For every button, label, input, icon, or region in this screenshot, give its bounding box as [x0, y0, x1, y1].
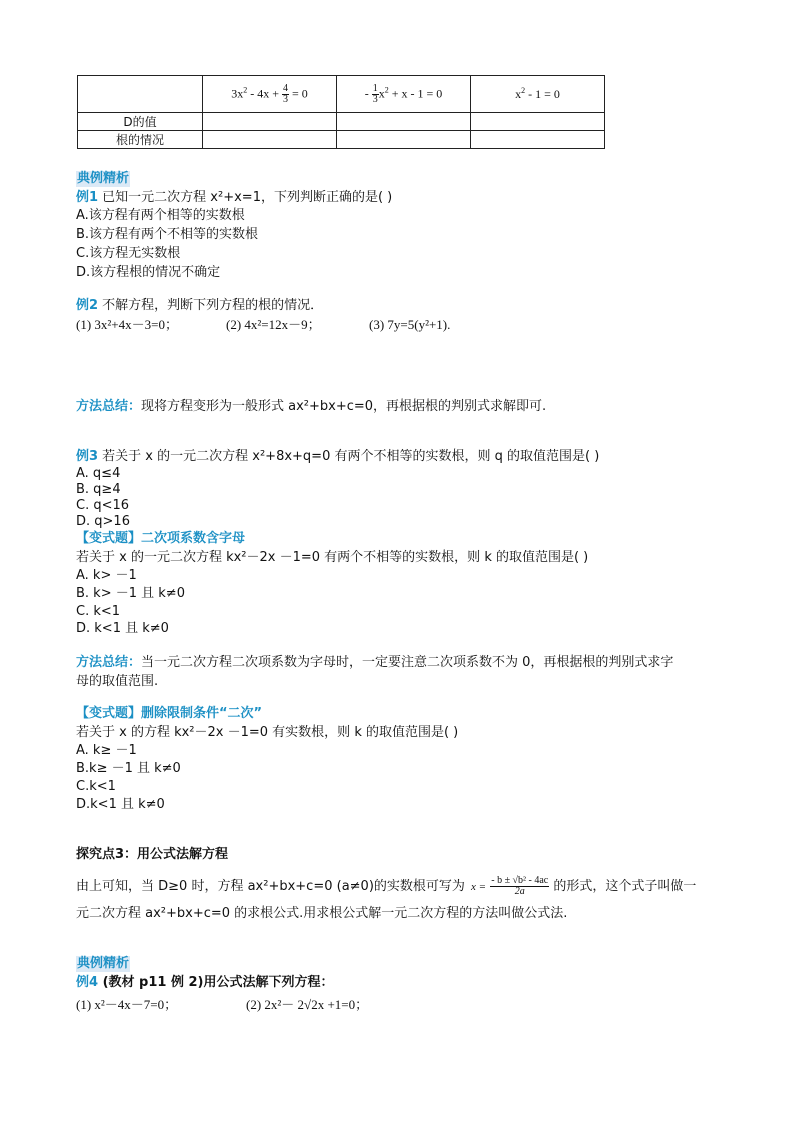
- variant-text: 若关于 x 的一元二次方程 kx²－2x －1=0 有两个不相等的实数根，则 k 的取值范围是( ): [76, 550, 589, 565]
- example-label: 例3: [76, 449, 99, 464]
- option: B.该方程有两个不相等的实数根: [76, 227, 259, 242]
- table-row-label-roots: 根的情况: [78, 131, 203, 149]
- table-cell: [337, 113, 471, 131]
- formula-paragraph-line1: [76, 876, 696, 897]
- section-heading: 探究点3：用公式法解方程: [76, 847, 229, 862]
- formula-numerator: - b ± √b² - 4ac: [491, 875, 549, 886]
- example-text: 已知一元二次方程 x²+x=1，下列判断正确的是( ): [98, 190, 393, 205]
- example-label: 例4: [76, 975, 99, 990]
- sub-question: (2) 2x²－ 2√2x +1=0；: [246, 997, 369, 1012]
- table-cell: [471, 131, 605, 149]
- example-4: [76, 974, 333, 991]
- option: C. k<1: [76, 604, 121, 619]
- option: B. q≥4: [76, 482, 121, 497]
- table-row-label-d: D的值: [78, 113, 203, 131]
- table-cell: [203, 131, 337, 149]
- sub-question: (1) x²－4x－7=0；: [76, 997, 178, 1012]
- method-text: 当一元二次方程二次项系数为字母时，一定要注意二次项系数不为 0，再根据根的判别式求字: [141, 655, 674, 670]
- paragraph-text: 的形式，这个式子叫做一: [553, 879, 697, 894]
- example-text: 若关于 x 的一元二次方程 x²+8x+q=0 有两个不相等的实数根，则 q 的取值范围是( ): [98, 449, 600, 464]
- discriminant-table: [77, 75, 605, 149]
- example-label: 例2: [76, 298, 99, 313]
- example-2: [76, 297, 323, 314]
- method-text-line2: 母的取值范围.: [76, 674, 159, 689]
- variant-title: 【变式题】二次项系数含字母: [76, 531, 246, 546]
- section-tag: 典例精析: [77, 956, 130, 971]
- option: C.k<1: [76, 779, 116, 794]
- table-header-empty: [78, 76, 203, 113]
- example-1: [76, 189, 392, 206]
- formula-lhs: x =: [471, 881, 487, 893]
- table-header-eq3: $x^2 - 1 = 0$: [471, 76, 605, 113]
- option: C.该方程无实数根: [76, 246, 181, 261]
- option: D. k<1 且 k≠0: [76, 621, 169, 636]
- table-cell: [337, 131, 471, 149]
- sub-question: (3) 7y=5(y²+1).: [369, 317, 451, 332]
- formula-paragraph-line2: 元二次方程 ax²+bx+c=0 的求根公式.用求根公式解一元二次方程的方法叫做公式法.: [76, 906, 568, 921]
- option: A. k> －1: [76, 568, 137, 583]
- method-summary-2: [76, 654, 673, 671]
- formula-denominator: 2a: [514, 886, 525, 897]
- option: B. k> －1 且 k≠0: [76, 586, 185, 601]
- quadratic-formula: [490, 876, 549, 897]
- table-cell: [471, 113, 605, 131]
- option: C. q<16: [76, 498, 130, 513]
- option: A. k≥ －1: [76, 743, 137, 758]
- option: D.该方程根的情况不确定: [76, 265, 221, 280]
- method-label: 方法总结：: [76, 655, 142, 670]
- option: D.k<1 且 k≠0: [76, 797, 165, 812]
- sub-question: (2) 4x²=12x－9；: [226, 317, 321, 332]
- variant-text: 若关于 x 的方程 kx²－2x －1=0 有实数根，则 k 的取值范围是( ): [76, 725, 459, 740]
- section-tag: 典例精析: [77, 171, 130, 186]
- method-label: 方法总结：: [76, 399, 142, 414]
- option: B.k≥ －1 且 k≠0: [76, 761, 181, 776]
- example-3: [76, 448, 599, 465]
- option: A. q≤4: [76, 466, 121, 481]
- option: A.该方程有两个相等的实数根: [76, 208, 245, 223]
- table-header-eq1: $3x^2 - 4x$ + $\frac{4}{3}$ = 0: [203, 76, 337, 113]
- variant-title: 【变式题】删除限制条件“二次”: [76, 706, 263, 721]
- example-text: 不解方程，判断下列方程的根的情况．: [98, 298, 324, 313]
- example-label: 例1: [76, 190, 99, 205]
- table-cell: [203, 113, 337, 131]
- example-text: (教材 p11 例 2)用公式法解下列方程：: [98, 975, 334, 990]
- sub-question: (1) 3x²+4x－3=0；: [76, 317, 178, 332]
- option: D. q>16: [76, 514, 130, 529]
- method-summary: [76, 398, 546, 415]
- method-text: 现将方程变形为一般形式 ax²+bx+c=0，再根据根的判别式求解即可.: [141, 399, 547, 414]
- paragraph-text: 由上可知，当 D≥0 时，方程 ax²+bx+c=0 (a≠0)的实数根可写为: [76, 879, 465, 894]
- table-header-eq2: - $\frac{1}{3}$ $x^2 + x - 1 = 0$: [337, 76, 471, 113]
